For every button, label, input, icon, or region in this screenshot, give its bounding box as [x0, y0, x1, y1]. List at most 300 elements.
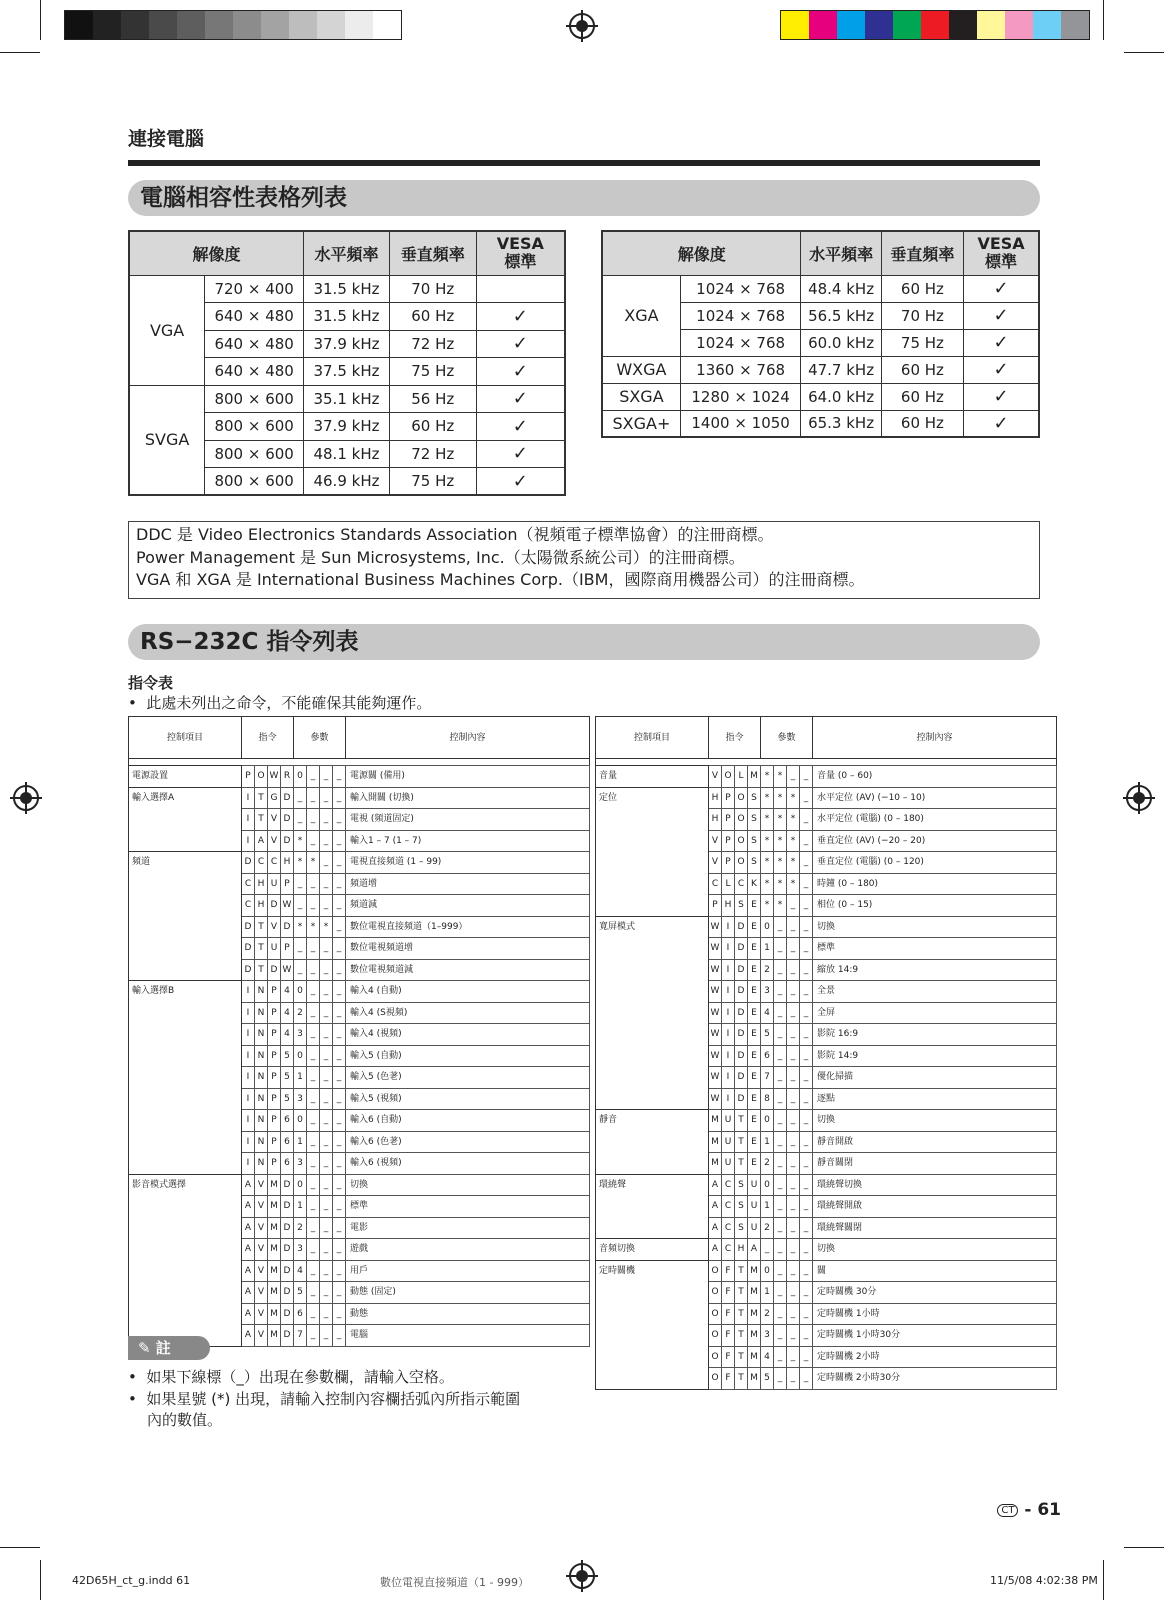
registration-mark-icon [1126, 785, 1152, 811]
hfreq-cell: 64.0 kHz [801, 383, 881, 410]
command-char: _ [800, 1045, 813, 1067]
command-char: H [722, 895, 735, 917]
vfreq-cell: 60 Hz [881, 356, 963, 383]
control-content: 輸入5 (自動) [346, 1045, 590, 1067]
control-item [129, 1088, 242, 1110]
command-char: D [242, 916, 255, 938]
header-spacer [596, 759, 1057, 766]
command-row [129, 1110, 590, 1132]
control-item: 環繞聲 [596, 1174, 709, 1196]
command-char: D [735, 959, 748, 981]
command-row [129, 1088, 590, 1110]
command-char: C [722, 1217, 735, 1239]
command-char: 3 [294, 1088, 307, 1110]
header-resolution: 解像度 [602, 231, 801, 275]
command-char: 1 [761, 1131, 774, 1153]
command-char: _ [800, 916, 813, 938]
command-char: 4 [761, 1002, 774, 1024]
command-char: _ [294, 809, 307, 831]
command-char: D [281, 809, 294, 831]
command-char: 7 [761, 1067, 774, 1089]
control-item [596, 1067, 709, 1089]
compat-row [129, 385, 565, 413]
command-char: I [242, 1110, 255, 1132]
command-char: M [268, 1325, 281, 1347]
command-char: N [255, 1067, 268, 1089]
command-char: _ [787, 1002, 800, 1024]
command-char: _ [800, 1239, 813, 1261]
command-char: P [722, 809, 735, 831]
command-row [129, 873, 590, 895]
command-char: _ [320, 1024, 333, 1046]
command-char: E [748, 938, 761, 960]
note-tab: ✎ 註 [128, 1336, 210, 1360]
command-char: M [748, 1346, 761, 1368]
command-char: F [722, 1303, 735, 1325]
command-char: D [735, 1045, 748, 1067]
gray-swatch [345, 11, 373, 39]
command-char: _ [774, 981, 787, 1003]
command-row [129, 938, 590, 960]
command-row [129, 852, 590, 874]
command-char: O [709, 1346, 722, 1368]
command-char: * [774, 852, 787, 874]
command-char: F [722, 1325, 735, 1347]
command-char: P [268, 1110, 281, 1132]
command-char: _ [333, 873, 346, 895]
command-char: M [268, 1239, 281, 1261]
command-char: 1 [294, 1131, 307, 1153]
command-char: E [748, 1110, 761, 1132]
command-char: P [268, 981, 281, 1003]
command-char: _ [307, 981, 320, 1003]
control-content: 定時關機 1小時30分 [813, 1325, 1057, 1347]
command-row [596, 959, 1057, 981]
command-char: A [255, 830, 268, 852]
command-char: 2 [761, 959, 774, 981]
command-char: * [774, 830, 787, 852]
command-char: 1 [294, 1067, 307, 1089]
command-char: _ [774, 1239, 787, 1261]
vesa-check-icon: ✓ [476, 330, 565, 358]
control-content: 定時關機 2小時30分 [813, 1368, 1057, 1390]
command-char: _ [320, 1110, 333, 1132]
control-item [596, 1131, 709, 1153]
cmd-subhead: 指令表 [128, 674, 174, 692]
control-item [129, 1217, 242, 1239]
command-char: M [709, 1153, 722, 1175]
command-char: 6 [281, 1153, 294, 1175]
control-content: 時鐘 (0 – 180) [813, 873, 1057, 895]
control-content: 環繞聲關閉 [813, 1217, 1057, 1239]
command-char: _ [800, 852, 813, 874]
command-char: _ [800, 1002, 813, 1024]
command-char: C [268, 852, 281, 874]
command-char: _ [333, 1024, 346, 1046]
control-item [129, 1002, 242, 1024]
command-char: U [748, 1217, 761, 1239]
command-char: _ [800, 809, 813, 831]
command-char: H [709, 787, 722, 809]
command-char: _ [800, 1282, 813, 1304]
command-char: _ [333, 1282, 346, 1304]
command-char: V [268, 809, 281, 831]
command-row [129, 1303, 590, 1325]
compat-row [129, 275, 565, 303]
command-row [129, 1239, 590, 1261]
command-char: _ [774, 1260, 787, 1282]
command-char: 1 [761, 1282, 774, 1304]
control-item [596, 981, 709, 1003]
command-char: _ [800, 830, 813, 852]
header-hfreq: 水平頻率 [801, 231, 881, 275]
command-char: W [709, 1024, 722, 1046]
command-char: P [281, 873, 294, 895]
command-char: V [255, 1282, 268, 1304]
command-char: V [268, 916, 281, 938]
header-param: 參數 [294, 717, 346, 759]
note-bullet: • 如果下線標（_）出現在參數欄，請輸入空格。 [128, 1368, 454, 1386]
command-char: W [709, 959, 722, 981]
command-row [596, 1303, 1057, 1325]
command-row [596, 1002, 1057, 1024]
command-char: 5 [281, 1088, 294, 1110]
command-char: O [735, 809, 748, 831]
command-char: 4 [281, 981, 294, 1003]
command-char: _ [333, 938, 346, 960]
grayscale-bar [64, 10, 402, 40]
color-swatch [949, 11, 977, 39]
control-content: 電影 [346, 1217, 590, 1239]
command-char: * [774, 873, 787, 895]
command-char: * [787, 873, 800, 895]
command-char: I [242, 809, 255, 831]
command-char: M [268, 1196, 281, 1218]
command-char: O [735, 852, 748, 874]
command-char: E [748, 895, 761, 917]
crop-mark [1124, 1547, 1164, 1548]
command-char: _ [787, 1239, 800, 1261]
command-char: M [748, 766, 761, 788]
command-char: _ [333, 1239, 346, 1261]
command-char: O [709, 1282, 722, 1304]
vesa-check-icon: ✓ [964, 410, 1039, 437]
hfreq-cell: 47.7 kHz [801, 356, 881, 383]
color-swatch [865, 11, 893, 39]
command-char: A [242, 1196, 255, 1218]
command-char: F [722, 1368, 735, 1390]
command-char: 3 [761, 981, 774, 1003]
command-char: _ [787, 1153, 800, 1175]
trademark-line: VGA 和 XGA 是 International Business Machines Corp.（IBM，國際商用機器公司）的注冊商標。 [136, 570, 865, 589]
command-table-right [595, 716, 1057, 1390]
command-char: D [242, 959, 255, 981]
gray-swatch [93, 11, 121, 39]
command-char: _ [307, 809, 320, 831]
header-command: 指令 [242, 717, 294, 759]
command-char: 0 [294, 766, 307, 788]
command-row [129, 959, 590, 981]
command-char: _ [320, 1153, 333, 1175]
command-char: _ [320, 830, 333, 852]
command-char: _ [774, 1174, 787, 1196]
registration-mark-icon [569, 13, 595, 39]
vesa-check-icon: ✓ [476, 303, 565, 331]
command-char: * [761, 895, 774, 917]
command-char: P [281, 938, 294, 960]
command-char: V [709, 852, 722, 874]
command-char: _ [320, 1002, 333, 1024]
command-char: D [735, 916, 748, 938]
command-char: _ [320, 1045, 333, 1067]
command-char: _ [774, 1067, 787, 1089]
control-item [129, 895, 242, 917]
control-item [596, 1153, 709, 1175]
control-content: 電源關 (備用) [346, 766, 590, 788]
command-char: 3 [294, 1153, 307, 1175]
command-char: W [709, 916, 722, 938]
command-char: _ [307, 959, 320, 981]
command-char: _ [774, 916, 787, 938]
vfreq-cell: 60 Hz [389, 413, 476, 441]
command-row [596, 1088, 1057, 1110]
command-char: _ [320, 1067, 333, 1089]
control-item [129, 1282, 242, 1304]
control-content: 定時關機 1小時 [813, 1303, 1057, 1325]
hfreq-cell: 46.9 kHz [304, 468, 390, 496]
command-char: * [787, 809, 800, 831]
command-char: 3 [761, 1325, 774, 1347]
command-char: 0 [761, 916, 774, 938]
color-swatch [1005, 11, 1033, 39]
trademark-line: DDC 是 Video Electronics Standards Association（視頻電子標準協會）的注冊商標。 [136, 525, 774, 544]
color-swatch [921, 11, 949, 39]
control-content: 遊戲 [346, 1239, 590, 1261]
command-char: 2 [294, 1217, 307, 1239]
command-char: _ [320, 938, 333, 960]
command-char: T [255, 938, 268, 960]
command-char: N [255, 981, 268, 1003]
vfreq-cell: 75 Hz [389, 358, 476, 386]
vfreq-cell: 60 Hz [881, 275, 963, 302]
control-item [129, 873, 242, 895]
command-char: _ [787, 916, 800, 938]
command-char: _ [307, 1153, 320, 1175]
command-char: 0 [294, 981, 307, 1003]
compat-table-right [601, 230, 1040, 438]
command-char: W [709, 1088, 722, 1110]
control-item: 靜音 [596, 1110, 709, 1132]
command-char: V [255, 1260, 268, 1282]
control-item: 輸入選擇A [129, 787, 242, 809]
color-swatch [1033, 11, 1061, 39]
control-item [129, 1196, 242, 1218]
header-vesa [476, 231, 565, 275]
control-item [596, 830, 709, 852]
note-bullet-continued: 內的數值。 [147, 1411, 223, 1429]
command-char: N [255, 1002, 268, 1024]
compat-row [602, 356, 1039, 383]
command-row [129, 1045, 590, 1067]
control-content: 水平定位 (電腦) (0 – 180) [813, 809, 1057, 831]
command-char: S [748, 809, 761, 831]
trademark-notice [128, 521, 1040, 599]
command-char: _ [333, 852, 346, 874]
hfreq-cell: 56.5 kHz [801, 302, 881, 329]
control-content: 水平定位 (AV) (−10 – 10) [813, 787, 1057, 809]
command-char: * [294, 830, 307, 852]
command-row [129, 1024, 590, 1046]
command-char: _ [787, 959, 800, 981]
control-item [596, 959, 709, 981]
command-char: W [281, 959, 294, 981]
gray-swatch [233, 11, 261, 39]
resolution-cell: 1360 × 768 [680, 356, 801, 383]
gray-swatch [317, 11, 345, 39]
command-char: A [709, 1239, 722, 1261]
command-char: E [748, 981, 761, 1003]
control-content: 相位 (0 – 15) [813, 895, 1057, 917]
cmd-header-row [129, 717, 590, 759]
command-char: _ [294, 873, 307, 895]
command-char: P [268, 1067, 281, 1089]
command-char: _ [333, 1196, 346, 1218]
command-char: _ [307, 1196, 320, 1218]
command-char: _ [320, 959, 333, 981]
command-char: _ [320, 1303, 333, 1325]
command-char: _ [333, 1303, 346, 1325]
command-char: M [268, 1282, 281, 1304]
control-item [129, 1110, 242, 1132]
hfreq-cell: 31.5 kHz [304, 275, 390, 303]
command-char: 5 [281, 1067, 294, 1089]
command-row [129, 1196, 590, 1218]
command-char: T [255, 959, 268, 981]
footer-file: 42D65H_ct_g.indd 61 [72, 1574, 191, 1587]
vfreq-cell: 75 Hz [389, 468, 476, 496]
control-item [596, 1045, 709, 1067]
command-char: C [722, 1174, 735, 1196]
command-char: E [748, 1002, 761, 1024]
command-char: I [242, 1024, 255, 1046]
command-char: 0 [294, 1045, 307, 1067]
command-char: _ [787, 1131, 800, 1153]
control-content: 電視 (頻道固定) [346, 809, 590, 831]
header-command: 指令 [709, 717, 761, 759]
gray-swatch [373, 11, 401, 39]
command-char: D [735, 1088, 748, 1110]
command-char: S [748, 787, 761, 809]
vesa-check-icon: ✓ [476, 468, 565, 496]
command-char: 4 [281, 1002, 294, 1024]
command-char: E [748, 1153, 761, 1175]
resolution-cell: 640 × 480 [205, 303, 304, 331]
header-vfreq: 垂直頻率 [881, 231, 963, 275]
command-char: U [722, 1110, 735, 1132]
gray-swatch [289, 11, 317, 39]
command-char: _ [800, 787, 813, 809]
command-row [129, 1282, 590, 1304]
command-char: T [735, 1303, 748, 1325]
resolution-cell: 1280 × 1024 [680, 383, 801, 410]
color-swatch [809, 11, 837, 39]
header-vesa-line: 標準 [985, 252, 1018, 272]
vfreq-cell: 72 Hz [389, 440, 476, 468]
command-char: A [748, 1239, 761, 1261]
crop-mark [1103, 0, 1104, 40]
command-char: _ [787, 1217, 800, 1239]
command-char: * [320, 916, 333, 938]
command-row [596, 1153, 1057, 1175]
header-item: 控制項目 [129, 717, 242, 759]
command-char: * [294, 916, 307, 938]
command-char: D [281, 1217, 294, 1239]
control-content: 關 [813, 1260, 1057, 1282]
command-char: D [281, 830, 294, 852]
command-char: L [722, 873, 735, 895]
command-char: O [709, 1368, 722, 1390]
command-char: _ [800, 1196, 813, 1218]
command-char: _ [307, 1131, 320, 1153]
command-char: H [709, 809, 722, 831]
command-char: _ [333, 1045, 346, 1067]
command-char: C [735, 873, 748, 895]
command-char: _ [774, 1002, 787, 1024]
control-content: 動態 (固定) [346, 1282, 590, 1304]
command-char: D [735, 1024, 748, 1046]
vesa-check-icon: ✓ [476, 385, 565, 413]
command-char: _ [800, 1260, 813, 1282]
command-char: O [722, 766, 735, 788]
compat-header-row [602, 231, 1039, 275]
compat-banner: 電腦相容性表格列表 [128, 180, 1040, 216]
command-char: _ [320, 1282, 333, 1304]
command-char: _ [787, 1088, 800, 1110]
command-char: R [281, 766, 294, 788]
command-char: D [735, 938, 748, 960]
command-row [129, 981, 590, 1003]
command-row [129, 1067, 590, 1089]
control-content: 電腦 [346, 1325, 590, 1347]
command-char: T [735, 1153, 748, 1175]
control-content: 輸入4 (自動) [346, 981, 590, 1003]
command-char: _ [333, 830, 346, 852]
control-item [596, 1325, 709, 1347]
command-char: I [242, 1153, 255, 1175]
command-char: _ [294, 787, 307, 809]
gray-swatch [121, 11, 149, 39]
command-char: _ [333, 916, 346, 938]
command-char: _ [333, 1153, 346, 1175]
command-char: C [242, 873, 255, 895]
command-char: L [735, 766, 748, 788]
command-char: M [748, 1303, 761, 1325]
command-char: U [748, 1174, 761, 1196]
control-item: 輸入選擇B [129, 981, 242, 1003]
control-content: 輸入4 (視頻) [346, 1024, 590, 1046]
command-char: M [748, 1368, 761, 1390]
command-char: * [787, 787, 800, 809]
command-row [596, 1067, 1057, 1089]
control-item [596, 1088, 709, 1110]
control-content: 逐點 [813, 1088, 1057, 1110]
command-char: _ [320, 1196, 333, 1218]
command-char: N [255, 1153, 268, 1175]
command-char: P [722, 830, 735, 852]
command-char: O [709, 1303, 722, 1325]
resolution-cell: 800 × 600 [205, 385, 304, 413]
control-content: 輸入6 (視頻) [346, 1153, 590, 1175]
